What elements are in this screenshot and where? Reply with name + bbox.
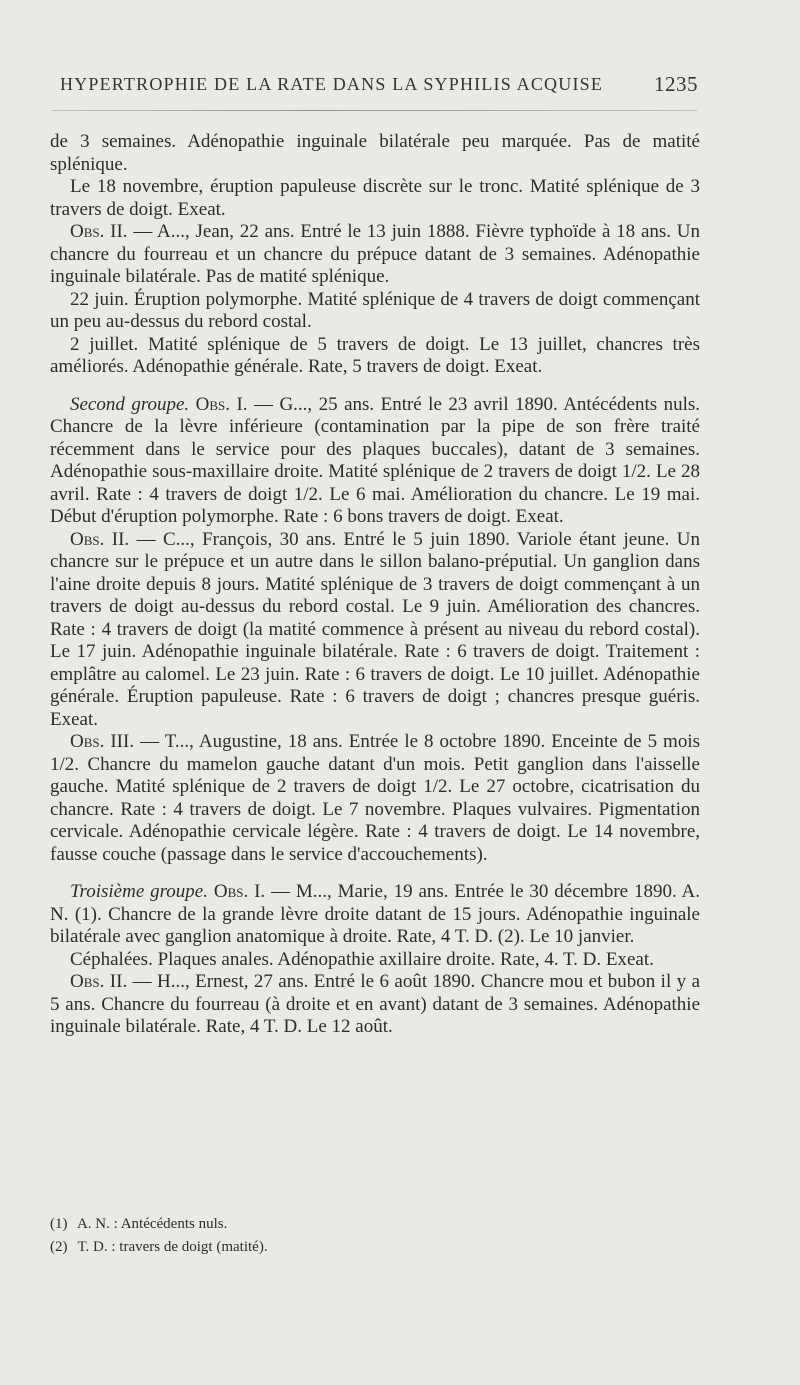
- obs-label: Obs. II.: [70, 221, 128, 242]
- obs-label: Obs. I.: [213, 881, 266, 902]
- paragraph-troisieme-groupe-obs-2: [50, 971, 700, 1039]
- group-label-second: Second groupe.: [70, 393, 190, 415]
- paragraph-18-novembre: Le 18 novembre, éruption papuleuse discrète sur le tronc. Matité splénique de 3 travers de doigt. Exeat.: [50, 176, 700, 220]
- paragraph-second-groupe-obs-1: [50, 394, 700, 529]
- footnote-2: [50, 1236, 700, 1259]
- obs-text: — G..., 25 ans. Entré le 23 avril 1890. Antécédents nuls. Chancre de la lèvre inférieure (contamination par la pipe de son frère traité récemment dans le service pour des plaques buccales), datant de 3 semaines. Adénopathie sous-maxillaire droite. Matité splénique de 2 travers de doigt 1/2. Le 28 avril. Rate : 4 travers de doigt 1/2. Le 6 mai. Amélioration du chancre. Le 19 mai. Début d'éruption polymorphe. Rate : 6 bons travers de doigt. Exeat.: [50, 393, 700, 527]
- obs-label: Obs. III.: [70, 731, 135, 752]
- obs-text: — H..., Ernest, 27 ans. Entré le 6 août 1890. Chancre mou et bubon il y a 5 ans. Chancre du fourreau (à droite et en avant) datant de 3 semaines. Adénopathie inguinale bilatérale. Rate, 4 T. D. Le 12 août.: [50, 971, 701, 1037]
- footnote-text: T. D. : travers de doigt (matité).: [77, 1239, 268, 1255]
- paragraph-22-juin: 22 juin. Éruption polymorphe. Matité splénique de 4 travers de doigt commençant un peu au-dessus du rebord costal.: [50, 288, 700, 332]
- header-rule: [52, 110, 697, 111]
- footnote-1: [50, 1213, 700, 1236]
- running-header: [60, 74, 698, 102]
- footnote-text: A. N. : Antécédents nuls.: [76, 1216, 228, 1232]
- paragraph-second-groupe-obs-2: [50, 529, 700, 732]
- paragraph-second-groupe-obs-3: [50, 731, 700, 866]
- paragraph-cephalees: Céphalées. Plaques anales. Adénopathie axillaire droite. Rate, 4. T. D. Exeat.: [70, 948, 654, 970]
- obs-label: Obs. II.: [70, 528, 130, 550]
- page-number: 1235: [654, 72, 698, 96]
- obs-text: — C..., François, 30 ans. Entré le 5 juin 1890. Variole étant jeune. Un chancre sur le prépuce et un autre dans le sillon balano-préputial. Un ganglion dans l'aine droite depuis 8 jours. Matité splénique de 3 travers de doigt commençant à un travers de doigt au-dessus du rebord costal. Le 9 juin. Amélioration des chancres. Rate : 4 travers de doigt (la matité commence à présent au niveau du rebord costal). Le 17 juin. Adénopathie inguinale bilatérale. Rate : 6 travers de doigt. Traitement : emplâtre au calomel. Le 23 juin. Rate : 6 travers de doigt. Le 10 juillet. Adénopathie générale. Éruption papuleuse. Rate : 6 travers de doigt ; chancres presque guéris. Exeat.: [50, 528, 700, 730]
- paragraph-obs-2: [50, 221, 700, 289]
- footnote-ref: (2): [50, 1239, 68, 1255]
- obs-label: Obs. I.: [195, 393, 248, 415]
- obs-text: — T..., Augustine, 18 ans. Entrée le 8 octobre 1890. Enceinte de 5 mois 1/2. Chancre du mamelon gauche datant d'un mois. Petit ganglion dans l'aisselle gauche. Matité splénique de 2 travers de doigt 1/2. Le 27 octobre, cicatrisation du chancre. Rate : 4 travers de doigt. Le 7 novembre. Plaques vulvaires. Pigmentation cervicale. Adénopathie cervicale légère. Rate : 4 travers de doigt. Le 14 novembre, fausse couche (passage dans le service d'accouchements).: [50, 731, 701, 865]
- paragraph-continuation: de 3 semaines. Adénopathie inguinale bilatérale peu marquée. Pas de matité splénique.: [50, 131, 700, 175]
- obs-text: — A..., Jean, 22 ans. Entré le 13 juin 1888. Fièvre typhoïde à 18 ans. Un chancre du fourreau et un chancre du prépuce datant de 3 semaines. Adénopathie inguinale bilatérale. Pas de matité splénique.: [50, 221, 701, 287]
- body-text: [50, 131, 700, 1039]
- running-title: HYPERTROPHIE DE LA RATE DANS LA SYPHILIS ACQUISE: [60, 74, 604, 94]
- obs-text: — M..., Marie, 19 ans. Entrée le 30 décembre 1890. A. N. (1). Chancre de la grande lèvre droite datant de 15 jours. Adénopathie inguinale bilatérale avec ganglion anatomique à droite. Rate, 4 T. D. (2). Le 10 janvier.: [50, 881, 700, 947]
- footnote-ref: (1): [50, 1216, 68, 1232]
- obs-label: Obs. II.: [70, 971, 128, 992]
- group-label-third: Troisième groupe.: [70, 881, 208, 902]
- footnotes: [50, 1213, 700, 1259]
- paragraph-2-juillet: 2 juillet. Matité splénique de 5 travers de doigt. Le 13 juillet, chancres très améliorés. Adénopathie générale. Rate, 5 travers de doigt. Exeat.: [50, 333, 700, 377]
- paragraph-troisieme-groupe-obs-1: [50, 881, 700, 949]
